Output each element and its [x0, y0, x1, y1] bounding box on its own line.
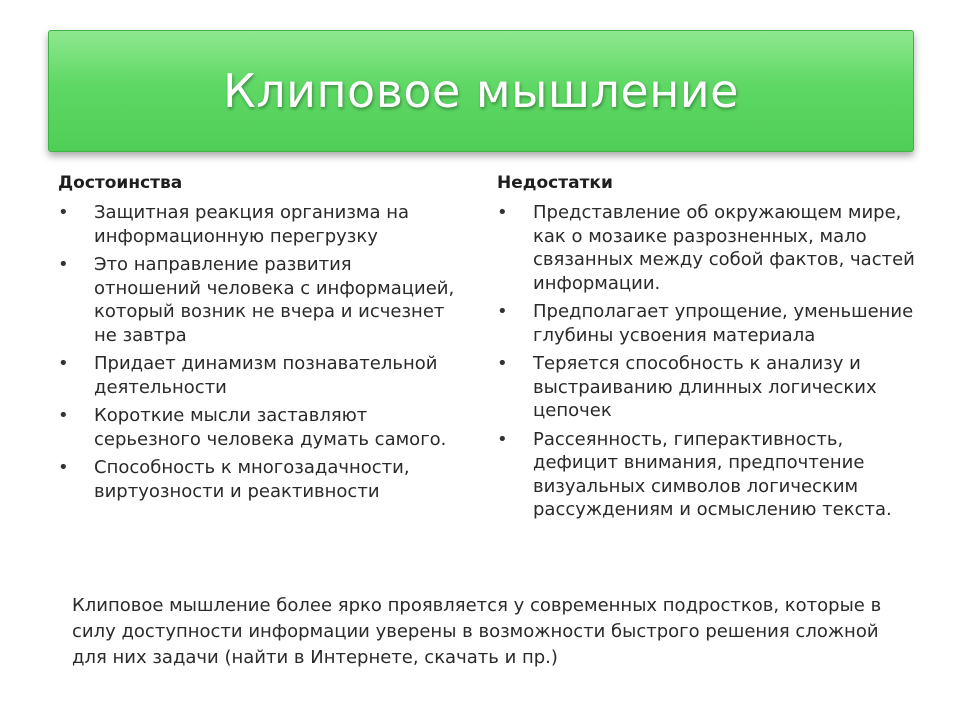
list-item-text: Представление об окружающем мире, как о мозаике разрозненных, мало связанных между собой фактов, частей информации. [533, 202, 915, 294]
bullet-icon: • [58, 202, 69, 223]
advantages-heading: Достоинства [58, 173, 183, 193]
list-item [58, 456, 458, 503]
slide-title: Клиповое мышление [223, 64, 739, 118]
list-item-text: Защитная реакция организма на информационную перегрузку [94, 202, 410, 247]
advantages-list [58, 201, 458, 503]
bullet-icon: • [58, 405, 69, 426]
list-item [58, 352, 458, 399]
list-item-text: Короткие мысли заставляют серьезного человека думать самого. [94, 405, 447, 450]
disadvantages-column [497, 172, 917, 527]
bullet-icon: • [58, 457, 69, 478]
footer-note: Клиповое мышление более ярко проявляется у современных подростков, которые в силу доступности информации уверены в возможности быстрого решения сложной для них задачи (найти в Интернете, скачать и пр.) [72, 595, 882, 668]
list-item-text: Придает динамизм познавательной деятельности [94, 353, 438, 398]
list-item [58, 201, 458, 248]
list-item [497, 201, 917, 295]
bullet-icon: • [497, 202, 508, 223]
list-item-text: Теряется способность к анализу и выстраиванию длинных логических цепочек [533, 353, 877, 421]
list-item-text: Это направление развития отношений человека с информацией, который возник не вчера и исчезнет не завтра [94, 254, 455, 346]
list-item [497, 428, 917, 522]
list-item [497, 352, 917, 423]
list-item [497, 300, 917, 347]
disadvantages-list [497, 201, 917, 522]
list-item-text: Предполагает упрощение, уменьшение глубины усвоения материала [533, 301, 914, 346]
bullet-icon: • [497, 301, 508, 322]
bullet-icon: • [497, 428, 508, 450]
advantages-column [58, 172, 458, 508]
list-item [58, 404, 458, 451]
bullet-icon: • [58, 353, 69, 374]
list-item [58, 253, 458, 347]
bullet-icon: • [497, 353, 508, 374]
title-banner [48, 30, 914, 152]
bullet-icon: • [58, 254, 69, 275]
list-item-text: Способность к многозадачности, виртуозности и реактивности [94, 457, 410, 502]
list-item-text: Рассеянность, гиперактивность, дефицит внимания, предпочтение визуальных символов логическим рассуждениям и осмыслению текста. [533, 428, 892, 520]
disadvantages-heading: Недостатки [497, 173, 613, 193]
